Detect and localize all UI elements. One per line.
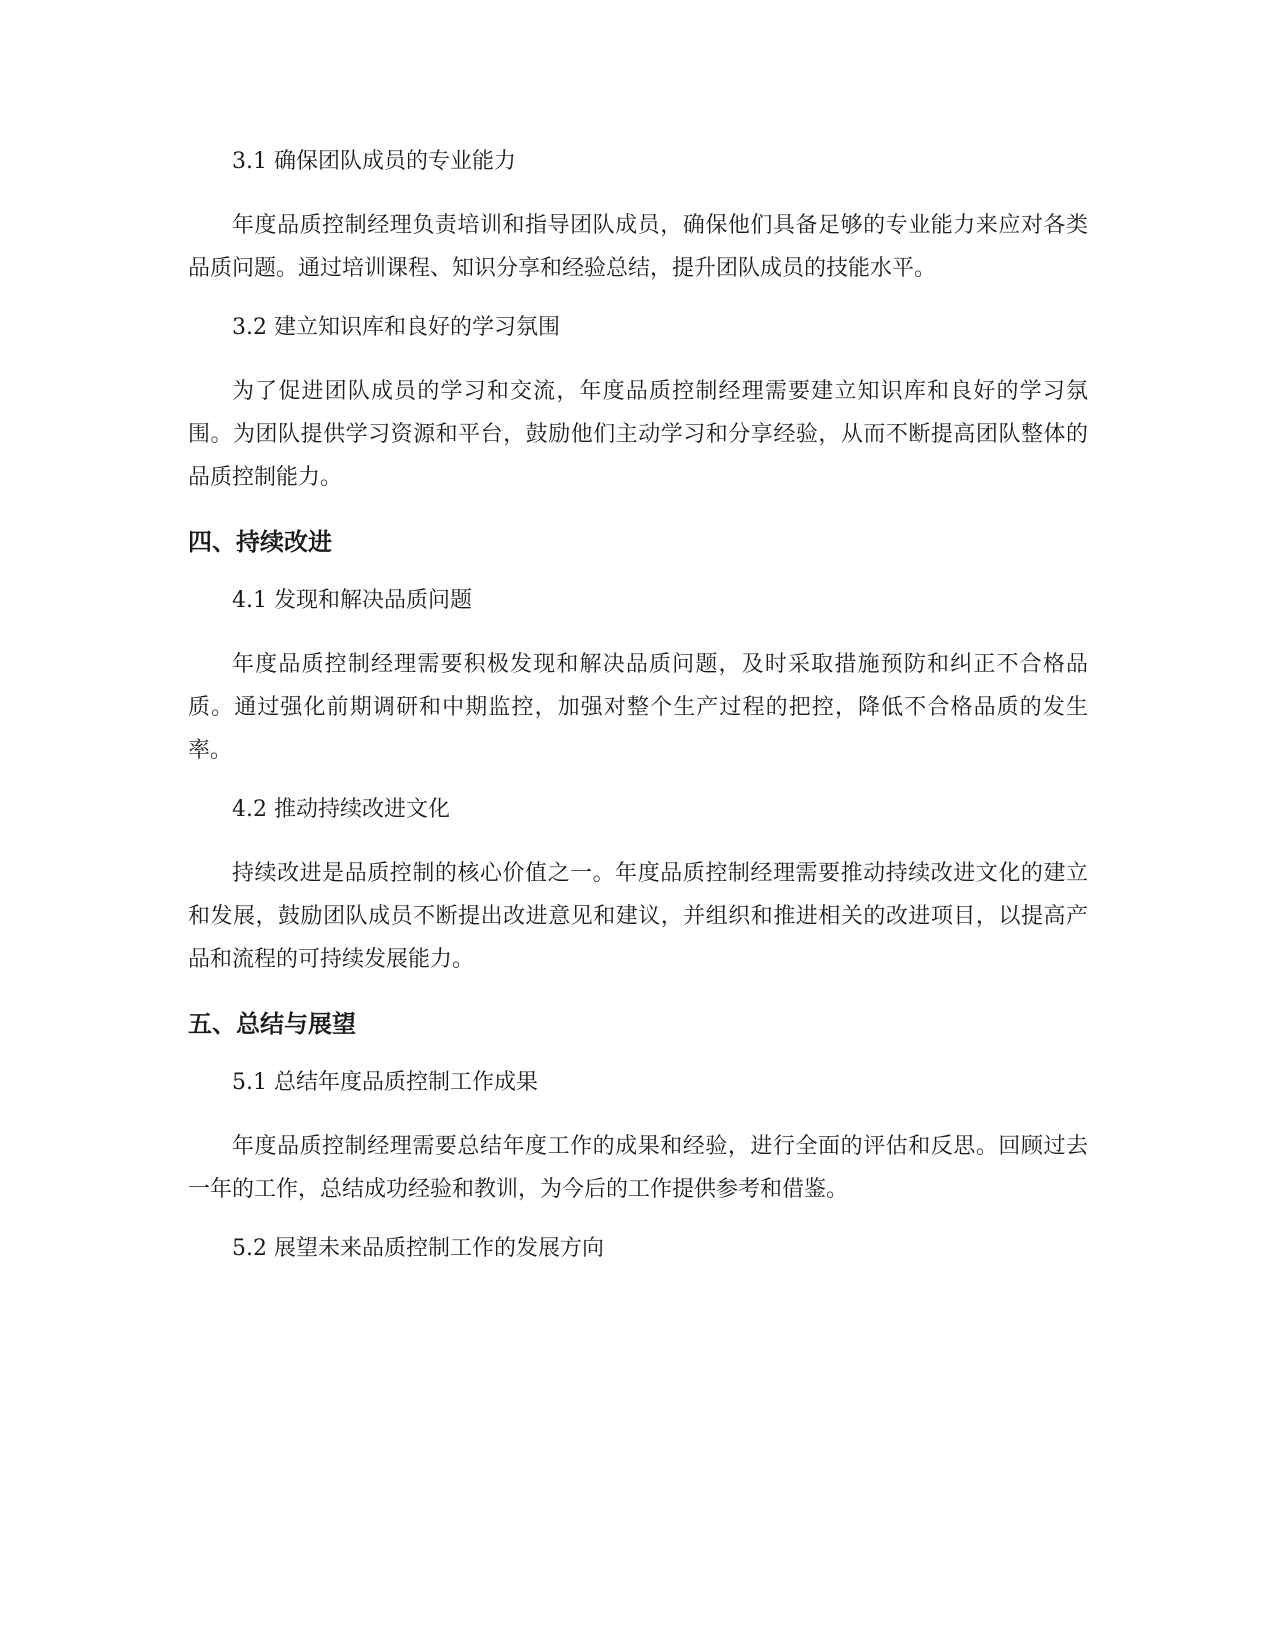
paragraph-3-1: 年度品质控制经理负责培训和指导团队成员，确保他们具备足够的专业能力来应对各类品质问题。通过培训课程、知识分享和经验总结，提升团队成员的技能水平。 — [188, 213, 1088, 281]
paragraph-4-1: 年度品质控制经理需要积极发现和解决品质问题，及时采取措施预防和纠正不合格品质。通过强化前期调研和中期监控，加强对整个生产过程的把控，降低不合格品质的发生率。 — [188, 652, 1088, 763]
document-body — [188, 146, 1088, 1291]
paragraph-5-1: 年度品质控制经理需要总结年度工作的成果和经验，进行全面的评估和反思。回顾过去一年的工作，总结成功经验和教训，为今后的工作提供参考和借鉴。 — [188, 1134, 1088, 1202]
subheading-4-2: 4.2 推动持续改进文化 — [232, 797, 450, 822]
subheading-5-2: 5.2 展望未来品质控制工作的发展方向 — [232, 1236, 604, 1261]
section-heading-4: 四、持续改进 — [188, 527, 332, 556]
paragraph-3-2: 为了促进团队成员的学习和交流，年度品质控制经理需要建立知识库和良好的学习氛围。为团队提供学习资源和平台，鼓励他们主动学习和分享经验，从而不断提高团队整体的品质控制能力。 — [188, 379, 1088, 490]
subheading-5-1: 5.1 总结年度品质控制工作成果 — [232, 1070, 538, 1095]
subheading-3-2: 3.2 建立知识库和良好的学习氛围 — [232, 315, 560, 340]
subheading-3-1: 3.1 确保团队成员的专业能力 — [232, 149, 516, 174]
paragraph-4-2: 持续改进是品质控制的核心价值之一。年度品质控制经理需要推动持续改进文化的建立和发展，鼓励团队成员不断提出改进意见和建议，并组织和推进相关的改进项目，以提高产品和流程的可持续发展能力。 — [188, 861, 1088, 972]
subheading-4-1: 4.1 发现和解决品质问题 — [232, 588, 472, 613]
section-heading-5: 五、总结与展望 — [188, 1009, 356, 1038]
